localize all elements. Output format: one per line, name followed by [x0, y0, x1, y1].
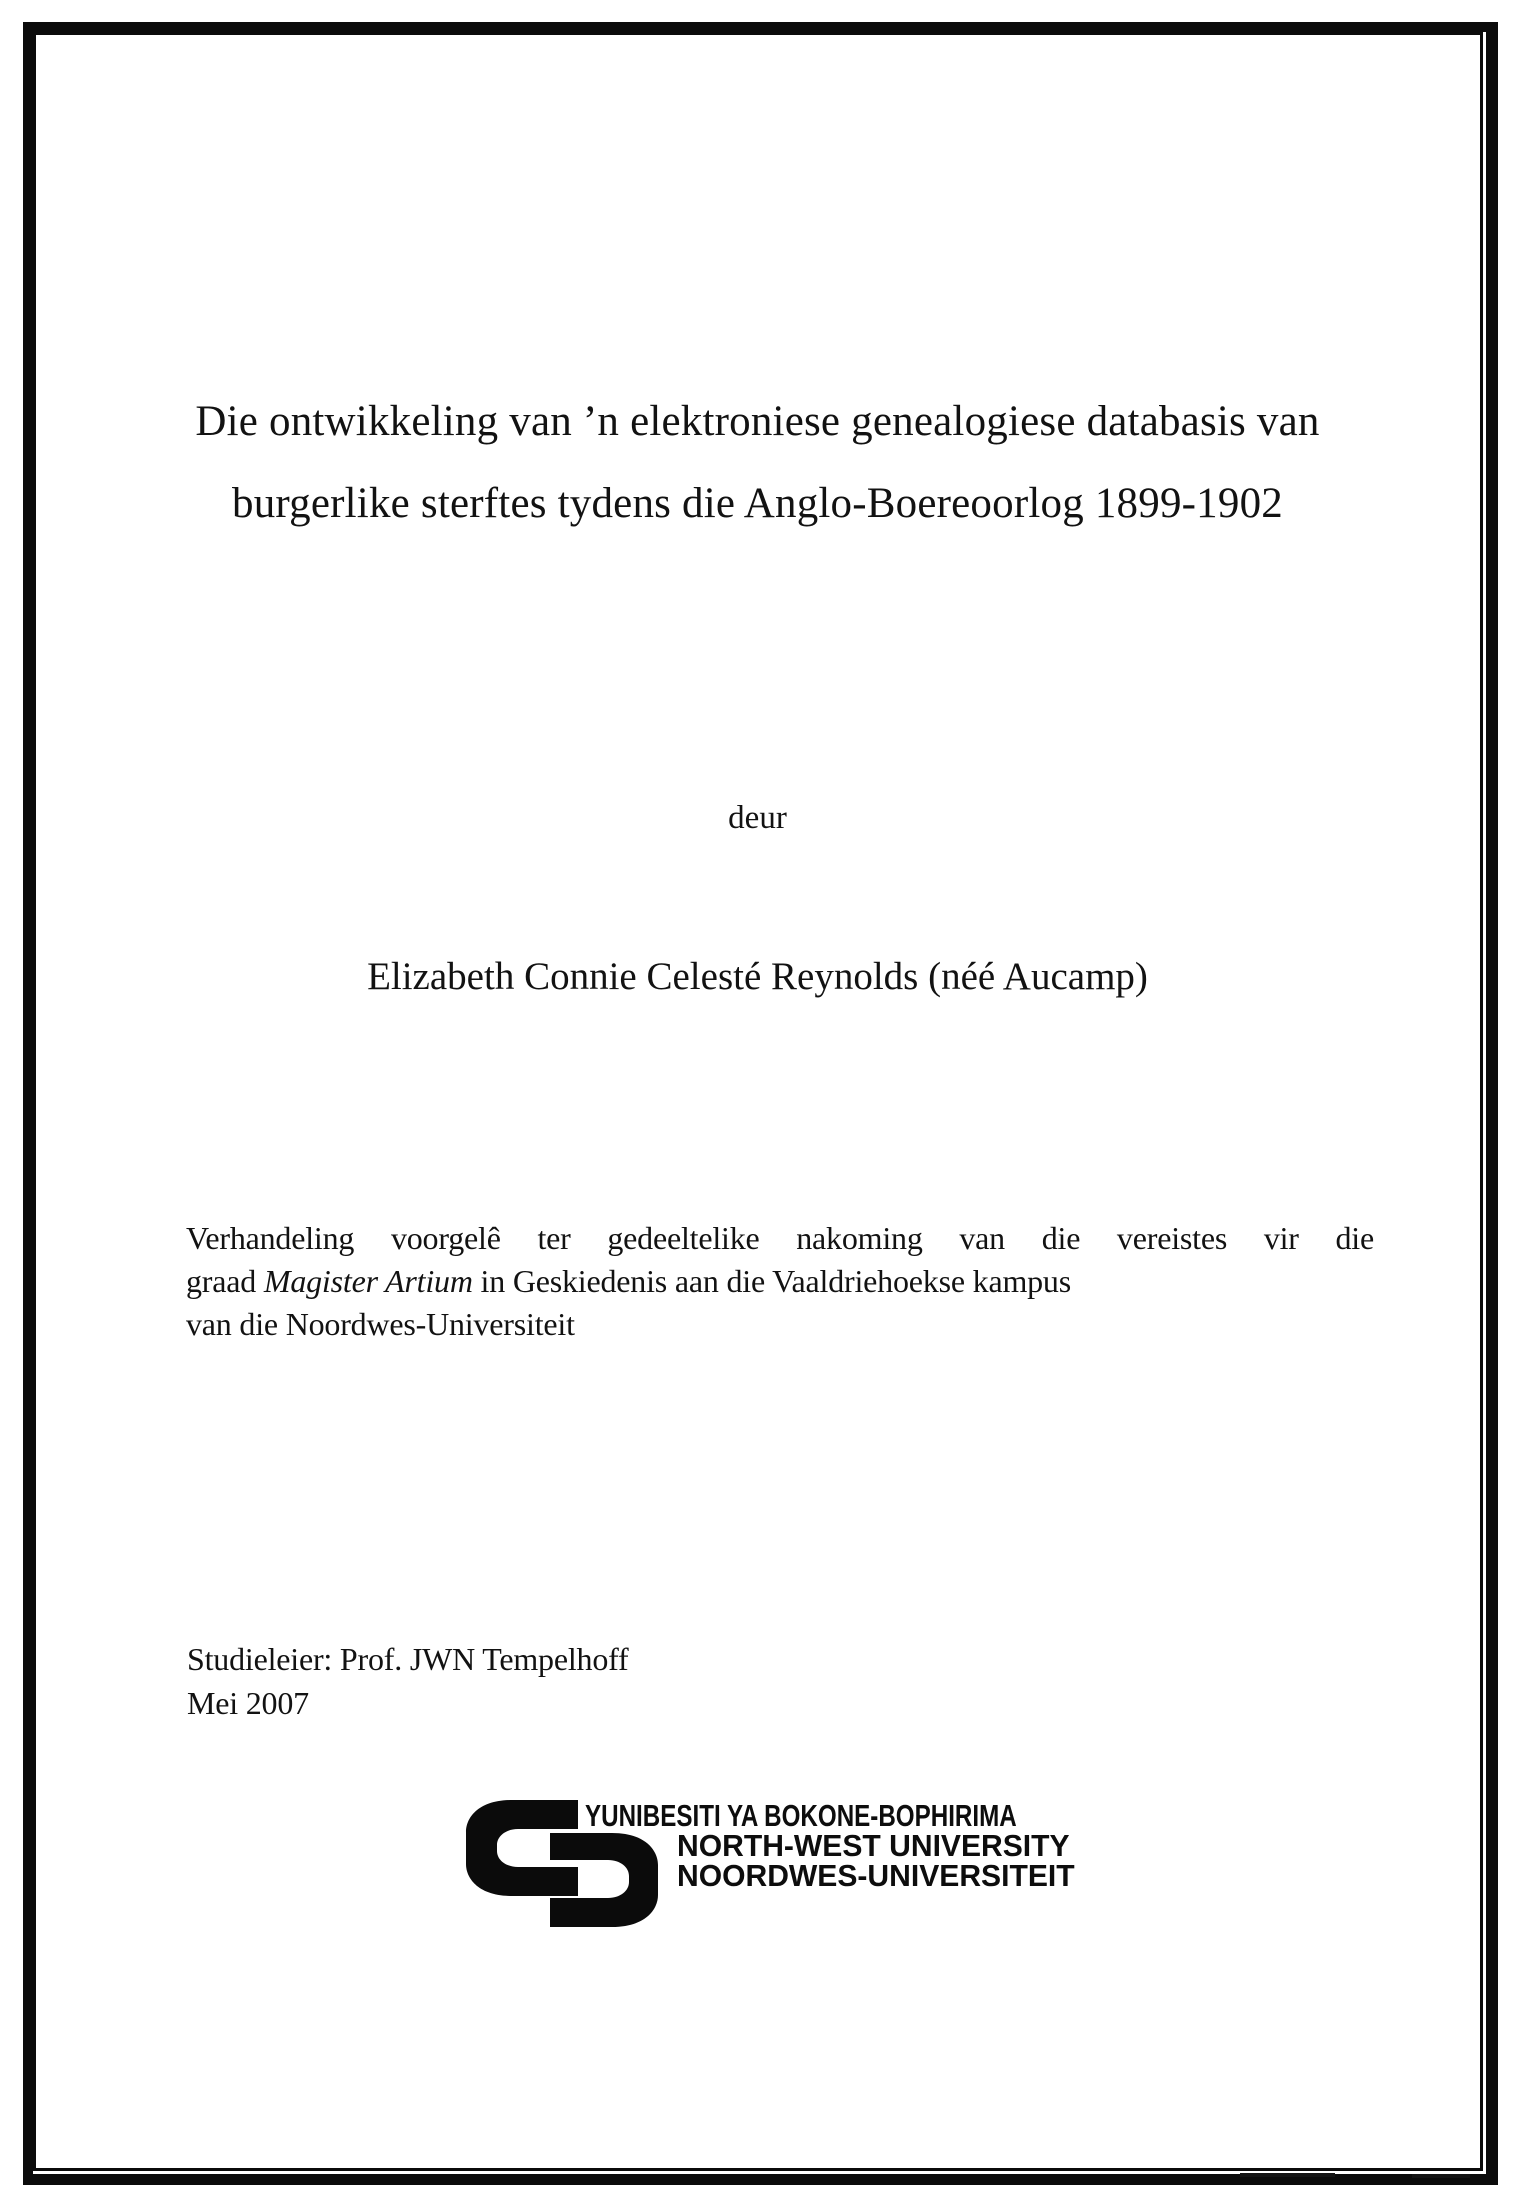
thesis-title-line1: Die ontwikkeling van ’n elektroniese genealogiese databasis van	[195, 398, 1320, 445]
degree-statement	[186, 1217, 1374, 1346]
degree-statement-line1: Verhandeling voorgelê ter gedeeltelike nakoming van die vereistes vir die	[186, 1220, 1374, 1256]
supervisor-line: Studieleier: Prof. JWN Tempelhoff	[187, 1641, 629, 1677]
university-logo-text	[585, 1798, 1138, 1893]
logo-line-english: NORTH-WEST UNIVERSITY	[677, 1828, 1070, 1863]
degree-statement-line2-prefix: graad	[186, 1263, 264, 1299]
university-logo	[462, 1798, 1082, 1930]
degree-statement-line3: van die Noordwes-Universiteit	[186, 1306, 575, 1342]
degree-statement-line2-suffix: in Geskiedenis aan die Vaaldriehoekse kampus	[472, 1263, 1071, 1299]
degree-name-italic: Magister Artium	[263, 1263, 473, 1299]
thesis-title	[40, 381, 1475, 545]
author-name: Elizabeth Connie Celesté Reynolds (néé Aucamp)	[367, 955, 1148, 998]
date-line: Mei 2007	[187, 1685, 309, 1721]
thesis-title-line2: burgerlike sterftes tydens die Anglo-Boereoorlog 1899-1902	[232, 480, 1283, 527]
scan-artifact	[1412, 2174, 1470, 2178]
supervisor-block	[187, 1637, 628, 1725]
scan-artifact	[1240, 2173, 1335, 2177]
logo-line-setswana: YUNIBESITI YA BOKONE-BOPHIRIMA	[585, 1798, 1017, 1833]
logo-line-afrikaans: NOORDWES-UNIVERSITEIT	[677, 1858, 1075, 1893]
degree-statement-line2	[186, 1260, 1374, 1303]
byline-label: deur	[728, 800, 787, 836]
